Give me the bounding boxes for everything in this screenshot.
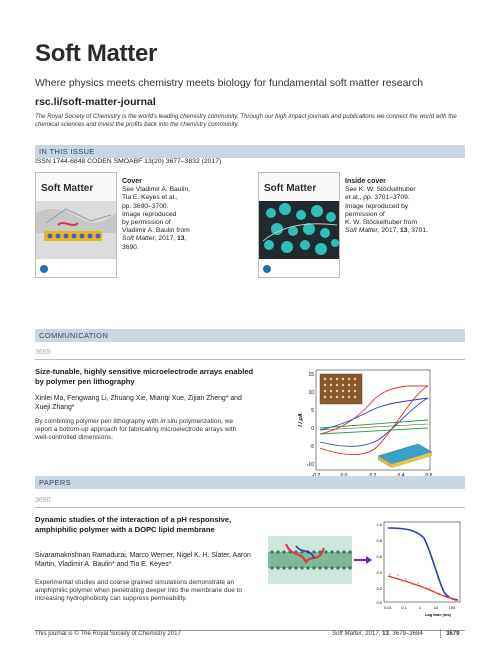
abstract-text: By combining polymer pen lithography with xyxy=(35,418,161,425)
y-tick-label: 5 xyxy=(311,408,314,414)
footer-volume: 13 xyxy=(382,630,389,637)
cover-cite-year: , 2017, xyxy=(377,227,401,235)
y-tick-label: 15 xyxy=(308,372,314,378)
inside-cover-title: Soft Matter xyxy=(264,183,317,194)
y-tick-label: 0.4 xyxy=(376,570,382,575)
communication-title-link[interactable]: Size-tunable, highly sensitive microelectrode arrays enabled by polymer pen lithography xyxy=(35,367,254,386)
section-bar-in-this-issue: IN THIS ISSUE xyxy=(35,145,465,158)
y-tick-label: -10 xyxy=(306,462,314,468)
footer-year: , 2017, xyxy=(361,630,383,637)
footer-pages: , 3679–3684 xyxy=(388,630,423,637)
divider xyxy=(35,507,465,508)
paper-figure xyxy=(266,514,466,622)
y-tick-label: 1.0 xyxy=(376,522,382,527)
journal-url-link[interactable]: rsc.li/soft-matter-journal xyxy=(35,96,156,108)
footer-separator xyxy=(440,629,441,638)
abstract-text: polymerization, we report a bottom-up approach for fabricating microelectrode arrays with well-controlled dimensions. xyxy=(35,418,237,441)
cover-cite-volume: 13 xyxy=(400,227,408,235)
footer-copyright: This journal is © The Royal Society of Chemistry 2017 xyxy=(35,630,181,637)
issue-line: ISSN 1744-6848 CODEN SMOABF 13(20) 3677–3832 (2017) xyxy=(35,158,222,165)
cover-line: permission of xyxy=(345,210,385,218)
footer-page-number: 3679 xyxy=(446,630,460,637)
cover-heading: Cover xyxy=(122,178,142,185)
cover-line: pp. 3690–3700. xyxy=(122,202,169,210)
communication-authors: Xinlei Ma, Fengwang Li, Zhuang Xie, Mianqi Xue, Zijian Zheng* and Xueji Zhang* xyxy=(35,395,242,411)
cover-line: See K. W. Stöckelhuber xyxy=(345,186,416,194)
inside-cover-citation xyxy=(345,227,428,235)
communication-page-number: 3685 xyxy=(35,349,51,356)
cover-title: Soft Matter xyxy=(41,183,94,194)
cover-line: Vladimir A. Baulin from xyxy=(122,227,190,235)
y-tick-label: 0.6 xyxy=(376,554,382,559)
y-tick-label: 0.2 xyxy=(376,586,382,591)
cover-line: by permission of xyxy=(122,219,171,227)
cover-line: Image reproduced xyxy=(122,210,177,218)
inside-cover-heading: Inside cover xyxy=(345,178,386,185)
x-tick-label: 100 xyxy=(448,605,456,610)
inside-cover-image xyxy=(258,172,340,278)
cover-image-graphic xyxy=(36,173,117,278)
paper-abstract: Experimental studies and coarse grained simulations demonstrate an amphiphilic polymer when penetrating deeper into the membrane due to increasing hydrophobicity can suppress permeability. xyxy=(35,579,243,602)
cover-cite-volume: 13 xyxy=(177,235,185,243)
communication-figure xyxy=(298,364,438,486)
cover-caption xyxy=(122,178,190,252)
footer-journal: Soft Matter xyxy=(332,630,362,637)
y-tick-label: 10 xyxy=(308,390,314,396)
paper-title-link[interactable]: Dynamic studies of the interaction of a pH responsive, amphiphilic polymer with a DOPC lipid membrane xyxy=(35,515,232,534)
journal-title: Soft Matter xyxy=(35,40,158,67)
x-tick-label: 0.01 xyxy=(384,605,392,610)
cover-cite-journal: Soft Matter xyxy=(345,227,378,235)
cover-cite-journal: Soft Matter xyxy=(122,235,155,243)
cover-line: et al., pp. 3701–3709. xyxy=(345,194,410,202)
abstract-emphasis: in situ xyxy=(160,418,178,425)
inside-cover-graphic xyxy=(259,173,340,278)
cover-line: See Vladimir A. Baulin, xyxy=(122,186,191,194)
y-tick-label: 0.8 xyxy=(376,538,382,543)
y-tick-label: 0 xyxy=(311,426,314,432)
cover-line: Tia E. Keyes et al., xyxy=(122,194,178,202)
paper-page-number: 3690 xyxy=(35,497,51,504)
section-bar-papers: PAPERS xyxy=(35,476,465,489)
journal-tagline: Where physics meets chemistry meets biology for fundamental soft matter research xyxy=(35,77,424,89)
x-tick-label: 0.1 xyxy=(401,605,407,610)
y-axis-label: I / μA xyxy=(298,413,304,427)
cover-citation xyxy=(122,235,190,243)
cover-line: 3690. xyxy=(122,243,139,251)
cover-cite-year: , 2017, xyxy=(154,235,178,243)
footer-citation xyxy=(332,630,423,637)
communication-abstract xyxy=(35,418,250,442)
rsc-blurb: The Royal Society of Chemistry is the world's leading chemistry community. Through our high impact journals and publications we connect the world with the chemical sciences and invest the profits back into the chemistry community. xyxy=(35,113,457,128)
cover-line: K. W. Stöckelhuber from xyxy=(345,219,418,227)
x-tick-label: 1 xyxy=(418,605,422,610)
section-bar-communication: COMMUNICATION xyxy=(35,329,465,342)
cover-line: Image reproduced by xyxy=(345,202,409,210)
cover-cite-pages: , 3701. xyxy=(407,227,428,235)
cover-image xyxy=(35,172,117,278)
y-tick-label: 0.0 xyxy=(376,600,382,605)
inside-cover-caption xyxy=(345,178,428,235)
divider xyxy=(35,359,465,360)
x-tick-label: 10 xyxy=(433,605,439,610)
x-axis-label: Lag time (ms) xyxy=(424,612,452,617)
cover-cite-pages: , xyxy=(184,235,187,243)
y-tick-label: -5 xyxy=(309,444,314,450)
paper-authors: Sivaramakrishnan Ramadurai, Marco Werner, Nigel K. H. Slater, Aaron Martin, Vladimir A. Baulin* and Tia E. Keyes* xyxy=(35,552,251,568)
